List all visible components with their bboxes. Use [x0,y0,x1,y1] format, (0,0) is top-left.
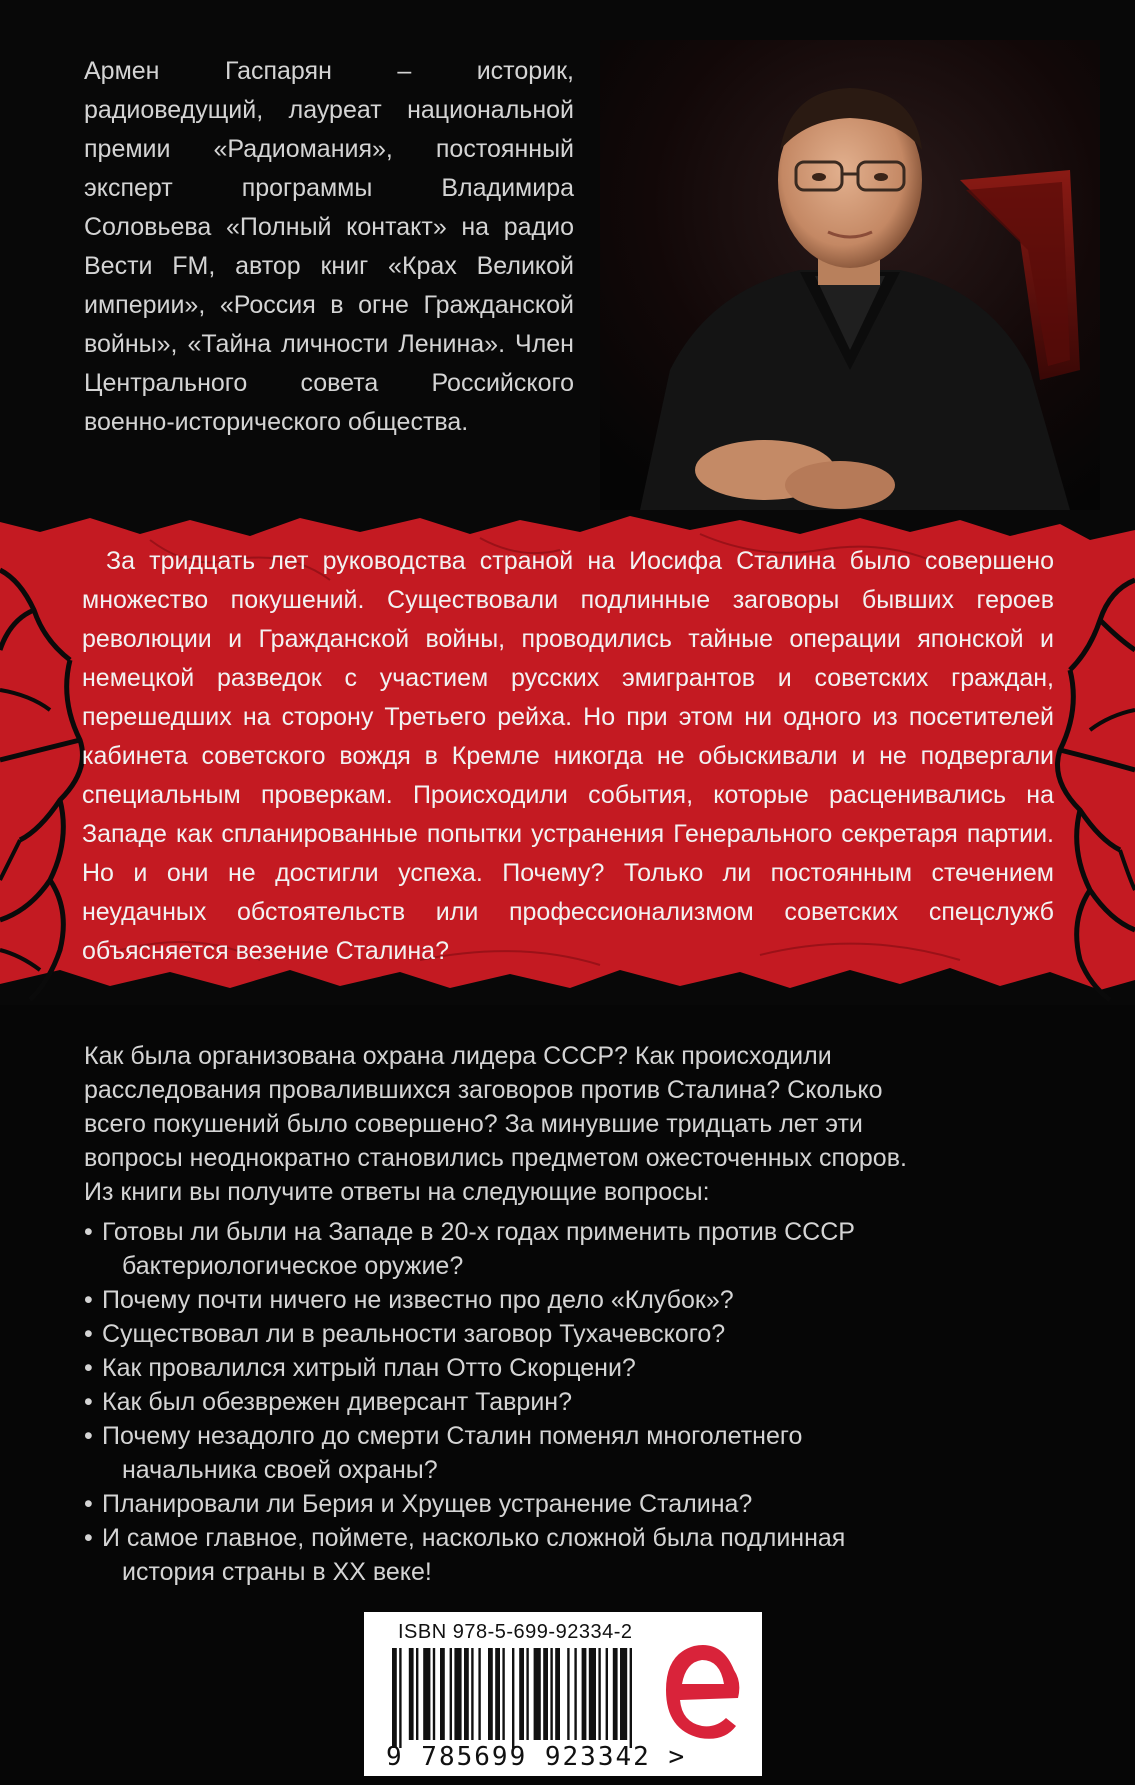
question-text-continued: начальника своей охраны? [122,1456,438,1484]
intro-line: расследования провалившихся заговоров против Сталина? Сколько [84,1076,883,1104]
question-text: Существовал ли в реальности заговор Тухачевского? [102,1320,726,1348]
barcode-bar [606,1648,608,1740]
barcode-bar [567,1648,569,1740]
barcode-bar [550,1648,552,1740]
bullet-mark: • [84,1524,93,1552]
barcode-bar [450,1648,452,1740]
annotation-band [0,510,1135,1005]
barcode-bar [471,1648,473,1740]
barcode-bar [526,1648,528,1740]
barcode-bar [519,1648,524,1740]
barcode-bar [399,1648,401,1748]
questions-intro [84,1039,1084,1209]
barcode-bar [502,1648,504,1740]
intro-line: всего покушений было совершено? За минувшие тридцать лет эти [84,1110,863,1138]
barcode-bar [433,1648,435,1740]
barcode-bar [440,1648,445,1740]
bullet-mark: • [84,1218,93,1246]
barcode-bar [543,1648,548,1740]
author-photo [600,40,1100,510]
barcode-bar [582,1648,587,1740]
question-item [84,1521,1084,1589]
barcode-bar [423,1648,430,1740]
barcode-bar [620,1648,627,1740]
question-item [84,1283,1084,1317]
barcode-bar [478,1648,480,1740]
bullet-mark: • [84,1422,93,1450]
intro-line: Как была организована охрана лидера СССР? Как происходили [84,1042,832,1070]
barcode-bar [416,1648,418,1740]
barcode-bar [488,1648,493,1740]
question-text: Как провалился хитрый план Отто Скорцени? [102,1354,636,1382]
bullet-mark: • [84,1320,93,1348]
question-text: И самое главное, поймете, насколько сложной была подлинная [102,1524,846,1552]
author-section [0,0,1135,520]
barcode-bar [555,1648,560,1740]
question-item [84,1351,1084,1385]
question-item [84,1419,1084,1487]
barcode-bar [613,1648,618,1740]
barcode-bar [598,1648,600,1740]
publisher-logo-icon [652,1618,752,1768]
bullet-mark: • [84,1354,93,1382]
barcode-digits: 9 785699 923342 > [386,1742,687,1772]
isbn-number: ISBN 978-5-699-92334-2 [398,1621,633,1643]
barcode-bar [589,1648,596,1740]
barcode-bar [512,1648,514,1748]
question-text: Почему почти ничего не известно про дело «Клубок»? [102,1286,734,1314]
question-item [84,1487,1084,1521]
bullet-mark: • [84,1388,93,1416]
questions-list [84,1215,1084,1589]
question-text: Почему незадолго до смерти Сталин поменял многолетнего [102,1422,803,1450]
barcode-bar [495,1648,500,1740]
barcode-bar [409,1648,414,1740]
bullet-mark: • [84,1286,93,1314]
question-text: Как был обезврежен диверсант Таврин? [102,1388,572,1416]
question-text-continued: бактериологическое оружие? [122,1252,464,1280]
question-item [84,1317,1084,1351]
book-annotation: За тридцать лет руководства страной на Иосифа Сталина было совершено множество покушений. Существовали подлинные заговоры бывших героев революции и Гражданской войны, проводились тайные операции японской и немецкой разведок с участием русских эмигрантов и советских граждан, перешедших на сторону Третьего рейха. Но при этом ни одного из посетителей кабинета советского вождя в Кремле никогда не обыскивали и не подвергали специальным проверкам. Происходили события, которые расценивались на Западе как спланированные попытки устранения Генерального секретаря партии. Но и они не достигли успеха. Почему? Только ли постоянным стечением неудачных обстоятельств или профессионализмом советских спецслужб объясняется везение Сталина? [82,547,1054,965]
barcode-bar [534,1648,541,1740]
barcode-bar [574,1648,576,1740]
barcode-bar [454,1648,461,1740]
barcode-bar [464,1648,469,1740]
question-item [84,1385,1084,1419]
question-text: Планировали ли Берия и Хрущев устранение Сталина? [102,1490,753,1518]
intro-line: Из книги вы получите ответы на следующие вопросы: [84,1178,710,1206]
question-text: Готовы ли были на Западе в 20-х годах применить против СССР [102,1218,855,1246]
question-item [84,1215,1084,1283]
barcode-bar [392,1648,397,1748]
intro-line: вопросы неоднократно становились предметом ожесточенных споров. [84,1144,907,1172]
author-bio: Армен Гаспарян – историк, радиоведущий, лауреат национальной премии «Радиомания», постоянный эксперт программы Владимира Соловьева «Полный контакт» на радио Вести FM, автор книг «Крах Великой империи», «Россия в огне Гражданской войны», «Тайна личности Ленина». Член Центрального совета Российского военно-исторического общества. [84,57,574,436]
bullet-mark: • [84,1490,93,1518]
barcode-bar [630,1648,632,1748]
question-text-continued: история страны в XX веке! [122,1558,432,1586]
